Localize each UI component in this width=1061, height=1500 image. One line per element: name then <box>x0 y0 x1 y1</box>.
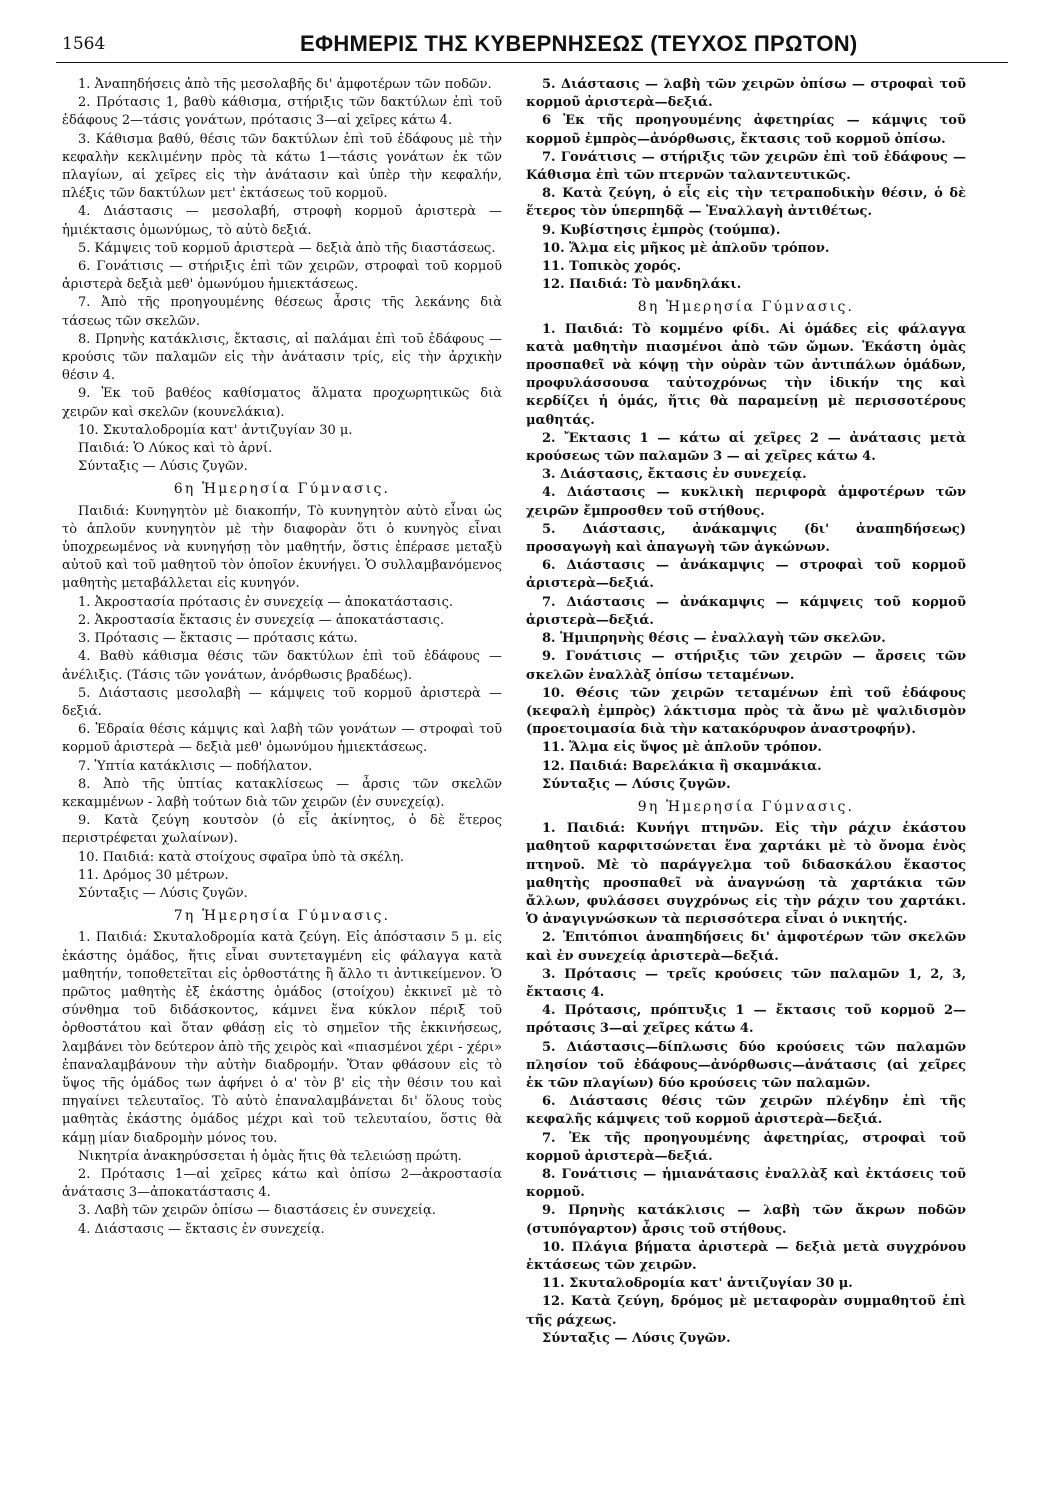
paragraph: 3. Πρότασις — τρεῖς κρούσεις τῶν παλαμῶν 1, 2, 3, ἔκτασις 4. <box>526 966 966 1000</box>
paragraph: 8. Πρηνὴς κατάκλισις, ἔκτασις, αἱ παλάμαι ἐπὶ τοῦ ἐδάφους — κρούσις τῶν παλαμῶν εἰς τὴν ἀνάτασιν τρίς, εἰς τὴν ἀρχικὴν θέσιν 4. <box>62 331 502 384</box>
paragraph: 10. Πλάγια βήματα ἀριστερὰ — δεξιὰ μετὰ συγχρόνου ἐκτάσεως τῶν χειρῶν. <box>526 1239 966 1273</box>
paragraph: 1. Παιδιά: Τὸ κομμένο φίδι. Αἱ ὁμάδες εἰς φάλαγγα κατὰ μαθητὴν πιασμένοι ἀπὸ τῶν ὤμων. Ἑκάστη ὁμὰς προσπαθεῖ νὰ κόψῃ τὴν οὐρὰν τῶν ἀντιπάλων ὁμάδων, προφυλάσσουσα ταὐτοχρόνως τὴν ἰδικήν της καὶ κερδίζει ἡ ὁμάς, ἥτις θὰ παραμείνῃ μὲ περισσοτέρους μαθητάς. <box>526 321 966 428</box>
paragraph: 9. Κατὰ ζεύγη κουτσὸν (ὁ εἷς ἀκίνητος, ὁ δὲ ἕτερος περιστρέφεται χωλαίνων). <box>62 813 502 847</box>
paragraph: 4. Διάστασις — ἔκτασις ἐν συνεχείᾳ. <box>78 1221 325 1237</box>
paragraph: Σύνταξις — Λύσις ζυγῶν. <box>78 885 248 901</box>
paragraph: 10. Θέσις τῶν χειρῶν τεταμένων ἐπὶ τοῦ ἐδάφους (κεφαλὴ ἐμπρὸς) λάκτισμα πρὸς τὰ ἄνω μὲ ψαλιδισμὸν (προετοιμασία διὰ τὴν κατακόρυφον ἀναστροφήν). <box>526 685 966 738</box>
paragraph: 4. Βαθὺ κάθισμα θέσις τῶν δακτύλων ἐπὶ τοῦ ἐδάφους — ἀνέλιξις. (Τάσις τῶν γονάτων, ἀνόρθωσις βραδέως). <box>62 649 502 683</box>
paragraph: Σύνταξις — Λύσις ζυγῶν. <box>542 776 731 792</box>
paragraph: 4. Διάστασις — μεσολαβή, στροφὴ κορμοῦ ἀριστερὰ — ἡμιέκτασις ὁμωνύμως, τὸ αὐτὸ δεξιά. <box>62 204 502 238</box>
paragraph: 3. Λαβὴ τῶν χειρῶν ὀπίσω — διαστάσεις ἐν συνεχείᾳ. <box>78 1203 436 1219</box>
paragraph: 5. Κάμψεις τοῦ κορμοῦ ἀριστερὰ — δεξιὰ ἀπὸ τῆς διαστάσεως. <box>78 240 496 256</box>
paragraph: 1. Παιδιά: Κυνήγι πτηνῶν. Εἰς τὴν ράχιν ἑκάστου μαθητοῦ καρφιτσώνεται ἕνα χαρτάκι μὲ τὸ ὄνομα ἑνὸς πτηνοῦ. Μὲ τὸ παράγγελμα τοῦ διδασκάλου ἕκαστος μαθητὴς προσπαθεῖ νὰ ἀναγνώσῃ τὰ χαρτάκια τῶν ἄλλων, φυλάσσει συγχρόνως εἰς τὴν ράχιν του χαρτάκι. Ὁ ἀναγιγνώσκων τὰ περισσότερα εἶναι ὁ νικητής. <box>526 821 966 928</box>
paragraph: 3. Πρότασις — ἔκτασις — πρότασις κάτω. <box>78 631 358 647</box>
paragraph: 2. Ἀκροστασία ἔκτασις ἐν συνεχείᾳ — ἀποκατάστασις. <box>78 612 445 628</box>
paragraph: 5. Διάστασις, ἀνάκαμψις (δι' ἀναπηδήσεως) προσαγωγὴ καὶ ἀπαγωγὴ τῶν ἀγκώνων. <box>526 521 966 556</box>
paragraph: 10. Ἅλμα εἰς μῆκος μὲ ἁπλοῦν τρόπον. <box>542 240 830 256</box>
paragraph: Παιδιά: Κυνηγητὸν μὲ διακοπήν, Τὸ κυνηγητὸν αὐτὸ εἶναι ὡς τὸ ἁπλοῦν κυνηγητὸν μὲ τὴν διαφορὰν ὅτι ὁ κυνηγὸς εἶναι ὑποχρεωμένος νὰ κυνηγήσῃ τὸν μαθητήν, ὅστις ἐπέρασε μεταξὺ αὐτοῦ καὶ τοῦ μαθητοῦ τὸν ὁποῖον ἐκυνήγει. Ὁ συλλαμβανόμενος μαθητὴς μεταβάλλεται εἰς κυνηγόν. <box>62 503 502 592</box>
right-column <box>526 76 966 1348</box>
paragraph: 9. Κυβίστησις ἐμπρὸς (τούμπα). <box>542 222 781 238</box>
paragraph: 6. Ἑδραία θέσις κάμψις καὶ λαβὴ τῶν γονάτων — στροφαὶ τοῦ κορμοῦ ἀριστερὰ — δεξιὰ μεθ' ὁμωνύμου ἡμιεκτάσεως. <box>62 722 502 756</box>
paragraph: 11. Δρόμος 30 μέτρων. <box>78 867 229 883</box>
paragraph: 7. Γονάτισις — στήριξις τῶν χειρῶν ἐπὶ τοῦ ἐδάφους — Κάθισμα ἐπὶ τῶν πτερνῶν ταλαντευτικῶς. <box>526 149 966 184</box>
paragraph: 8. Γονάτισις — ἡμιανάτασις ἐναλλὰξ καὶ ἐκτάσεις τοῦ κορμοῦ. <box>526 1166 966 1201</box>
paragraph: 3. Διάστασις, ἔκτασις ἐν συνεχείᾳ. <box>542 467 807 483</box>
paragraph: 1. Παιδιά: Σκυταλοδρομία κατὰ ζεύγη. Εἰς ἀπόστασιν 5 μ. εἰς ἑκάστης ὁμάδος, ἥτις εἶναι συντεταγμένη εἰς φάλαγγα κατὰ μαθητήν, τοποθετεῖται εἰς ὀρθοστάτης ἢ ἄλλο τι ἀντικείμενον. Ὁ πρῶτος μαθητὴς ἐξ ἑκάστης ὁμάδος (στοίχου) ἐκκινεῖ μὲ τὸ σύνθημα τοῦ διδάσκοντος, κάμνει ἕνα κύκλον πέριξ τοῦ ὀρθοστάτου καὶ ὅταν φθάσῃ εἰς τὸ σημεῖον τῆς ἐκκινήσεως, λαμβάνει τὸν δεύτερον ἀπὸ τῆς χειρὸς καὶ «πιασμένοι χέρι - χέρι» ἐπαναλαμβάνουν τὴν αὐτὴν διαδρομήν. Ὅταν φθάσουν εἰς τὸ ὕψος τῆς ὁμάδος των ἀφήνει ὁ α' τὸν β' εἰς τὴν θέσιν του καὶ πηγαίνει τελευταῖος. Τὸ αὐτὸ ἐπαναλαμβάνεται δι' ὅλους τοὺς μαθητὰς ἑκάστης ὁμάδος μέχρι καὶ τοῦ τελευταίου, ὅστις θὰ κάμῃ μίαν διαδρομὴν μόνος του. <box>62 930 502 1146</box>
section-heading: 9η Ἡμερησία Γύμνασις. <box>637 798 855 815</box>
page-number: 1564 <box>62 34 106 54</box>
paragraph: 7. Ὑπτία κατάκλισις — ποδήλατον. <box>78 758 313 774</box>
paragraph: 8. Κατὰ ζεύγη, ὁ εἷς εἰς τὴν τετραποδικὴν θέσιν, ὁ δὲ ἕτερος τὸν ὑπερπηδᾷ — Ἐναλλαγὴ ἀντιθέτως. <box>526 186 966 220</box>
paragraph: 11. Σκυταλοδρομία κατ' ἀντιζυγίαν 30 μ. <box>542 1276 853 1292</box>
paragraph: 11. Τοπικὸς χορός. <box>542 259 682 275</box>
paragraph: Παιδιά: Ὁ Λύκος καὶ τὸ ἀρνί. <box>78 441 273 457</box>
page-header <box>0 28 1061 64</box>
paragraph: 2. Ἐπιτόπιοι ἀναπηδήσεις δι' ἀμφοτέρων τῶν σκελῶν καὶ ἐν συνεχείᾳ ἀριστερὰ—δεξιά. <box>526 930 966 964</box>
paragraph: 5. Διάστασις μεσολαβὴ — κάμψεις τοῦ κορμοῦ ἀριστερὰ — δεξιά. <box>62 685 502 719</box>
paragraph: 1. Ἀναπηδήσεις ἀπὸ τῆς μεσολαβῆς δι' ἀμφοτέρων τῶν ποδῶν. <box>78 77 492 92</box>
paragraph: 7. Ἐκ τῆς προηγουμένης ἀφετηρίας, στροφαὶ τοῦ κορμοῦ ἀριστερὰ—δεξιά. <box>526 1130 966 1164</box>
paragraph: 7. Διάστασις — ἀνάκαμψις — κάμψεις τοῦ κορμοῦ ἀριστερὰ—δεξιά. <box>526 594 966 628</box>
paragraph: 6. Διάστασις θέσις τῶν χειρῶν πλέγδην ἐπὶ τῆς κεφαλῆς κάμψεις τοῦ κορμοῦ ἀριστερὰ—δεξιά. <box>526 1094 966 1128</box>
paragraph: 9. Γονάτισις — στήριξις τῶν χειρῶν — ἄρσεις τῶν σκελῶν ἐναλλὰξ ὀπίσω τεταμένων. <box>526 649 966 683</box>
paragraph: 2. Πρότασις 1, βαθὺ κάθισμα, στήριξις τῶν δακτύλων ἐπὶ τοῦ ἐδάφους 2—τάσις γονάτων, πρότασις 3—αἱ χεῖρες κάτω 4. <box>62 95 502 129</box>
paragraph: 6. Διάστασις — ἀνάκαμψις — στροφαὶ τοῦ κορμοῦ ἀριστερὰ—δεξιά. <box>526 558 966 592</box>
section-heading: 8η Ἡμερησία Γύμνασις. <box>637 299 855 316</box>
header-rule <box>56 62 1008 63</box>
paragraph: 10. Σκυταλοδρομία κατ' ἀντιζυγίαν 30 μ. <box>78 422 353 438</box>
paragraph: 6. Γονάτισις — στήριξις ἐπὶ τῶν χειρῶν, στροφαὶ τοῦ κορμοῦ ἀριστερὰ δεξιὰ μεθ' ὁμωνύμου ἡμιεκτάσεως. <box>62 259 502 293</box>
paragraph: Σύνταξις — Λύσις ζυγῶν. <box>78 459 248 475</box>
paragraph: 5. Διάστασις — λαβὴ τῶν χειρῶν ὀπίσω — στροφαὶ τοῦ κορμοῦ ἀριστερὰ—δεξιά. <box>526 77 966 111</box>
paragraph: 5. Διάστασις—δίπλωσις δύο κρούσεις τῶν παλαμῶν πλησίον τοῦ ἐδάφους—ἀνόρθωσις—ἀνάτασις (αἱ χεῖρες ἐκ τῶν πλαγίων) δύο κρούσεις τῶν παλαμῶν. <box>526 1039 966 1091</box>
paragraph: Νικητρία ἀνακηρύσσεται ἡ ὁμὰς ἥτις θὰ τελειώσῃ πρώτη. <box>78 1148 462 1164</box>
paragraph: 9. Πρηνὴς κατάκλισις — λαβὴ τῶν ἄκρων ποδῶν (στυπόγαρτον) ἆρσις τοῦ στήθους. <box>526 1203 966 1237</box>
gazette-title: ΕΦΗΜΕΡΙΣ ΤΗΣ ΚΥΒΕΡΝΗΣΕΩΣ (ΤΕΥΧΟΣ ΠΡΩΤΟΝ) <box>300 31 858 56</box>
paragraph: 2. Ἔκτασις 1 — κάτω αἱ χεῖρες 2 — ἀνάτασις μετὰ κρούσεως τῶν παλαμῶν 3 — αἱ χεῖρες κάτω 4. <box>526 430 966 465</box>
paragraph: 4. Διάστασις — κυκλικὴ περιφορὰ ἀμφοτέρων τῶν χειρῶν ἔμπροσθεν τοῦ στήθους. <box>526 485 966 519</box>
paragraph: 4. Πρότασις, πρόπτυξις 1 — ἔκτασις τοῦ κορμοῦ 2—πρότασις 3—αἱ χεῖρες κάτω 4. <box>526 1003 966 1037</box>
paragraph: 3. Κάθισμα βαθύ, θέσις τῶν δακτύλων ἐπὶ τοῦ ἐδάφους μὲ τὴν κεφαλὴν κεκλιμένην πρὸς τὰ κάτω 1—τάσις γονάτων ἐκ τῶν πλαγίων, αἱ χεῖρες εἰς τὴν ἀνάτασιν καὶ ὑπὲρ τὴν κεφαλήν, πλέξις τῶν δακτύλων μετ' ἐκτάσεως τοῦ κορμοῦ. <box>62 131 502 202</box>
paragraph: 6 Ἐκ τῆς προηγουμένης ἀφετηρίας — κάμψις τοῦ κορμοῦ ἐμπρὸς—ἀνόρθωσις, ἔκτασις τοῦ κορμοῦ ὀπίσω. <box>526 113 966 147</box>
paragraph: 12. Παιδιά: Βαρελάκια ἢ σκαμνάκια. <box>542 758 822 774</box>
section-heading: 6η Ἡμερησία Γύμνασις. <box>173 481 391 498</box>
paragraph: 2. Πρότασις 1—αἱ χεῖρες κάτω καὶ ὀπίσω 2—ἀκροστασία ἀνάτασις 3—ἀποκατάστασις 4. <box>62 1166 502 1201</box>
paragraph: 7. Ἀπὸ τῆς προηγουμένης θέσεως ἆρσις τῆς λεκάνης διὰ τάσεως τῶν σκελῶν. <box>62 295 502 329</box>
paragraph: 1. Ἀκροστασία πρότασις ἐν συνεχείᾳ — ἀποκατάστασις. <box>78 594 454 610</box>
paragraph: 12. Κατὰ ζεύγη, δρόμος μὲ μεταφορὰν συμμαθητοῦ ἐπὶ τῆς ράχεως. <box>526 1294 966 1328</box>
paragraph: Σύνταξις — Λύσις ζυγῶν. <box>542 1330 731 1346</box>
paragraph: 10. Παιδιά: κατὰ στοίχους σφαῖρα ὑπὸ τὰ σκέλη. <box>78 849 405 865</box>
paragraph: 11. Ἅλμα εἰς ὕψος μὲ ἁπλοῦν τρόπον. <box>542 740 822 756</box>
paragraph: 8. Ἡμιπρηνὴς θέσις — ἐναλλαγὴ τῶν σκελῶν. <box>542 631 886 647</box>
paragraph: 9. Ἐκ τοῦ βαθέος καθίσματος ἅλματα προχωρητικῶς διὰ χειρῶν καὶ σκελῶν (κουνελάκια). <box>62 386 502 420</box>
left-column <box>62 76 502 1239</box>
paragraph: 12. Παιδιά: Τὸ μανδηλάκι. <box>542 277 742 293</box>
section-heading: 7η Ἡμερησία Γύμνασις. <box>173 908 391 925</box>
paragraph: 8. Ἀπὸ τῆς ὑπτίας κατακλίσεως — ἆρσις τῶν σκελῶν κεκαμμένων - λαβὴ τούτων διὰ τῶν χειρῶν (ἐν συνεχείᾳ). <box>62 776 502 810</box>
